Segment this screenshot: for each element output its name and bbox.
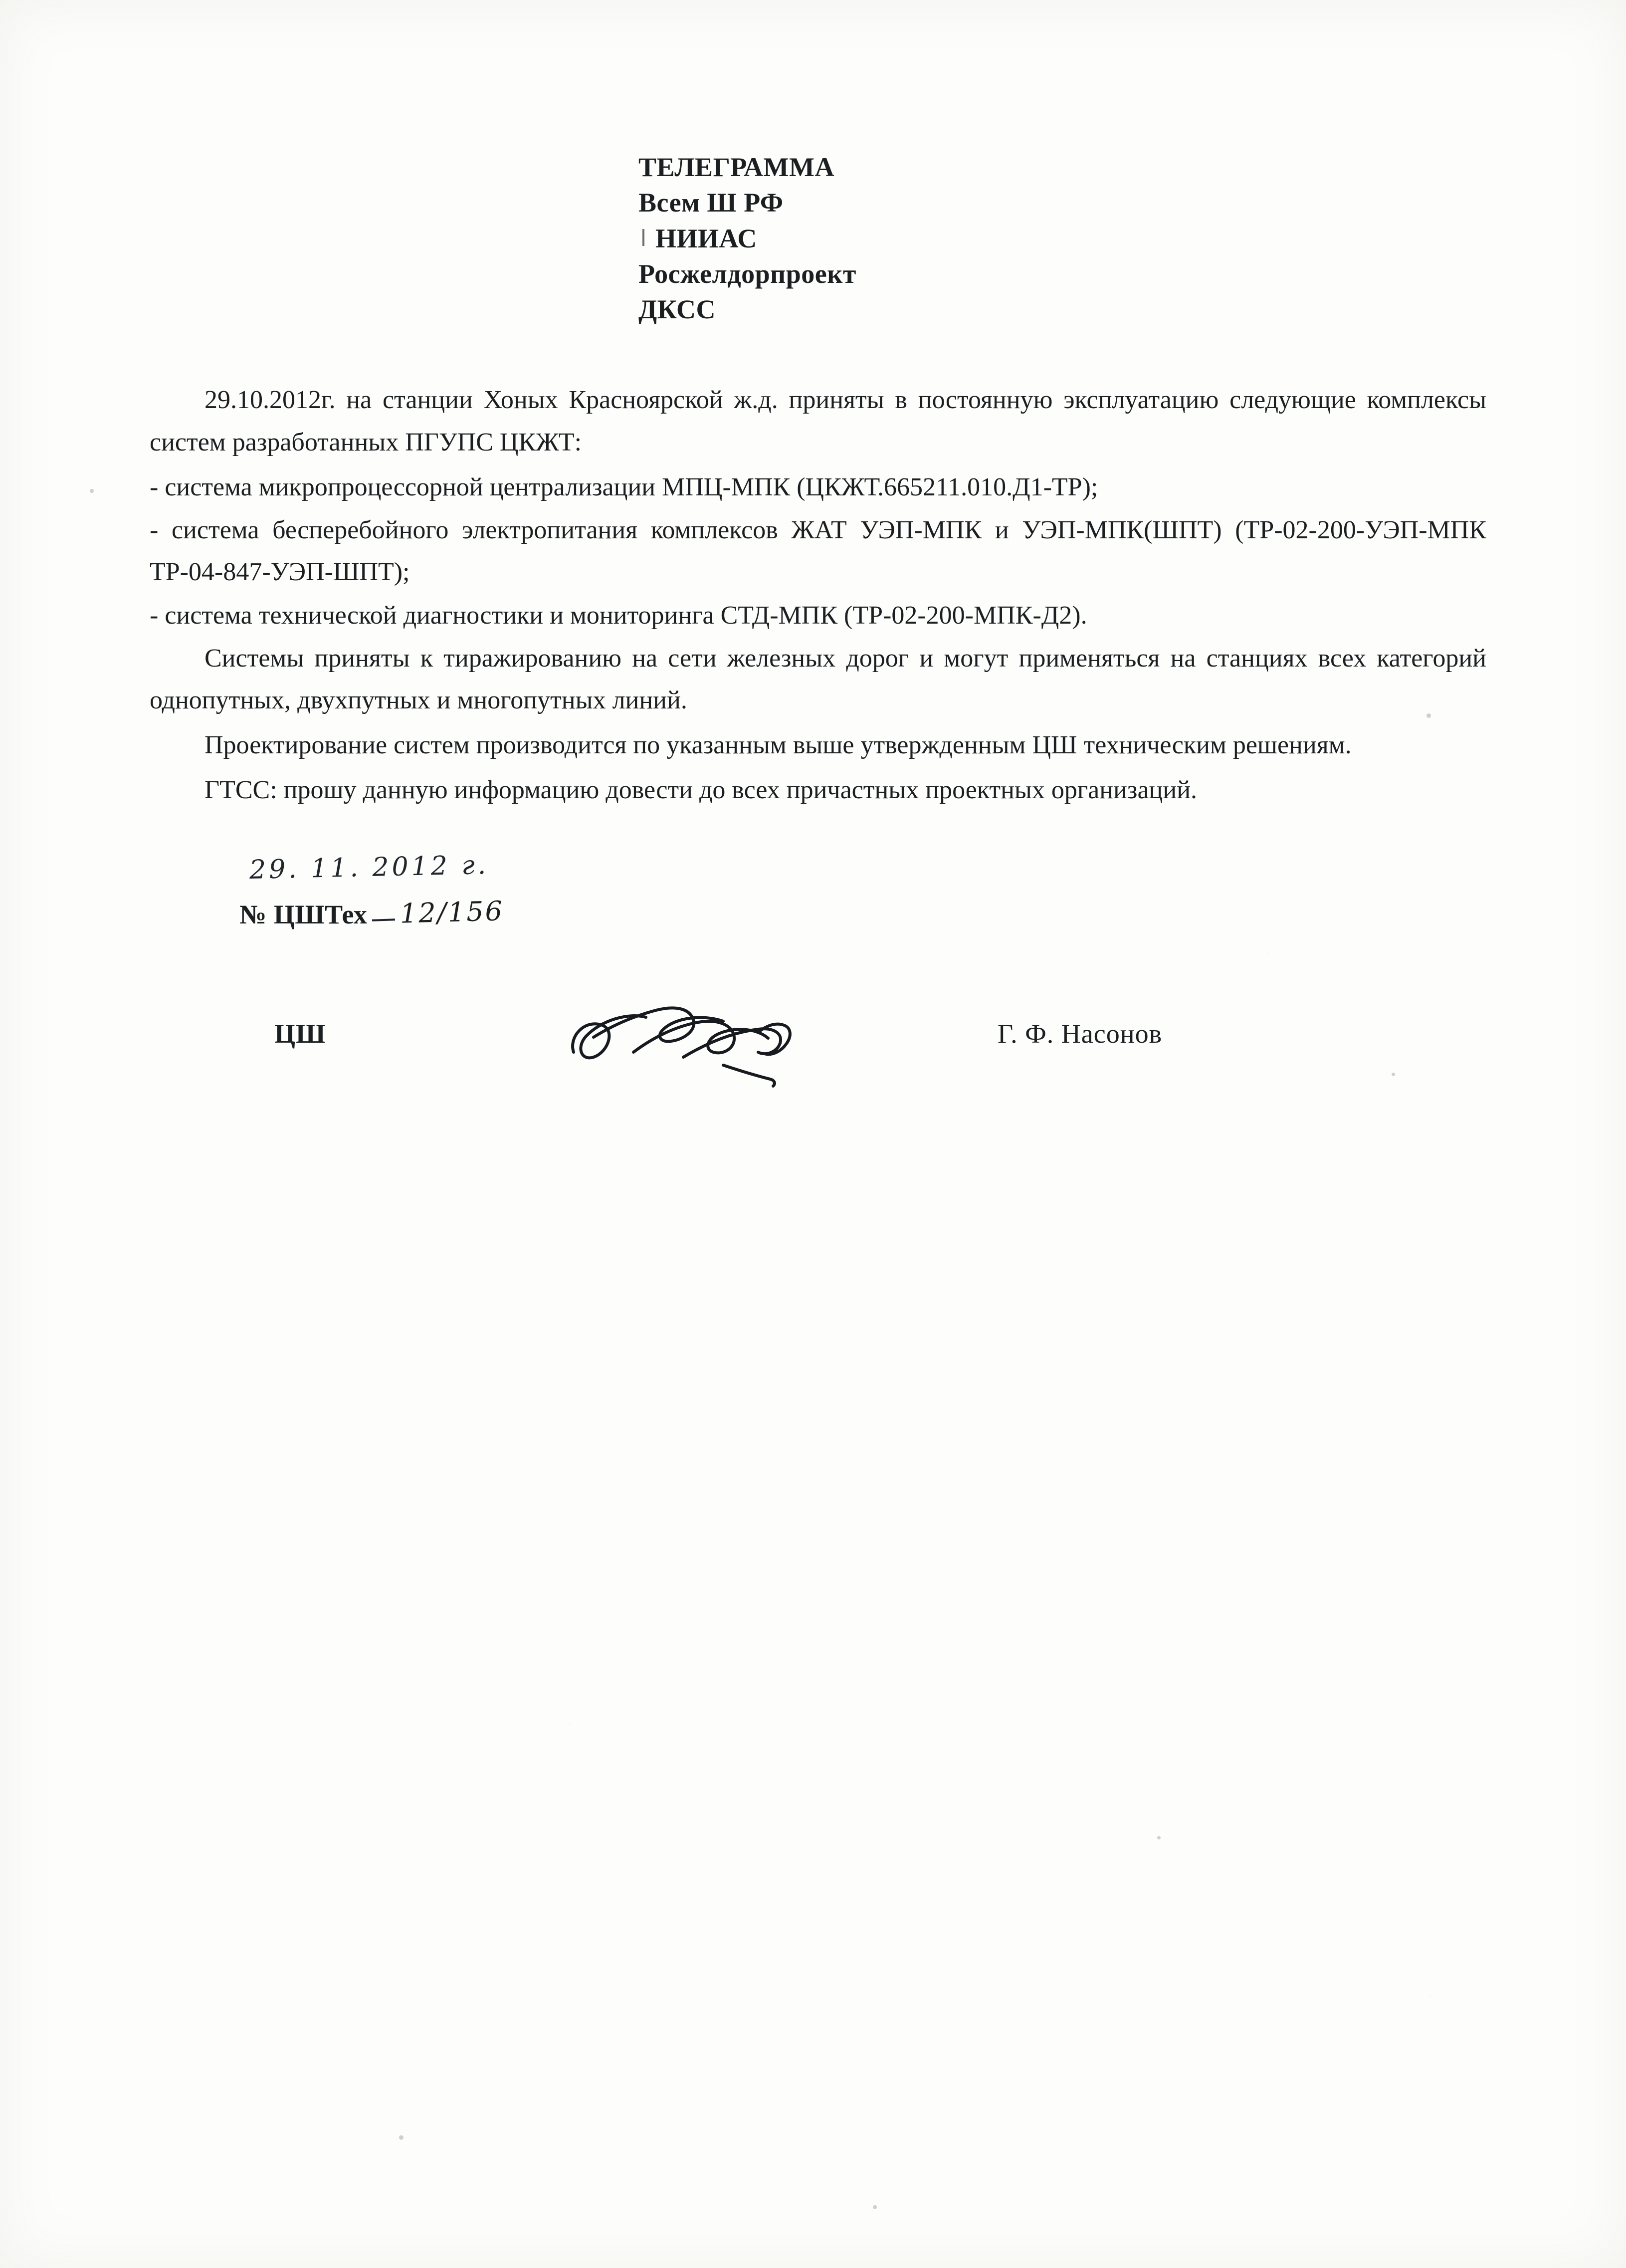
paragraph-replication: Системы приняты к тиражированию на сети железных дорог и могут применяться на станциях всех категорий однопутных, двухпутных и многопутных линий. bbox=[150, 644, 1486, 714]
signatory-name: Г. Ф. Насонов bbox=[998, 1018, 1163, 1049]
paragraph-item-2: - система бесперебойного электропитания комплексов ЖАТ УЭП-МПК и УЭП-МПК(ШПТ) (ТР-02-200-УЭП-МПК ТР-04-847-УЭП-ШПТ); bbox=[150, 516, 1486, 587]
reference-dash bbox=[372, 918, 395, 921]
reference-number: 12/156 bbox=[400, 895, 505, 929]
header-line-title: ТЕЛЕГРАММА bbox=[638, 152, 834, 182]
paragraph-intro: 29.10.2012г. на станции Хоных Красноярской ж.д. приняты в постоянную эксплуатацию следующие комплексы систем разработанных ПГУПС ЦКЖТ: bbox=[150, 386, 1486, 456]
paragraph-gtss: ГТСС: прошу данную информацию довести до всех причастных проектных организаций. bbox=[204, 776, 1198, 805]
paragraph-design: Проектирование систем производится по указанным выше утвержденным ЦШ техническим решениям. bbox=[204, 731, 1352, 760]
document-body bbox=[150, 379, 1486, 811]
signature-row bbox=[150, 997, 1486, 1102]
scan-speck bbox=[90, 489, 94, 493]
handwritten-date: 29. 11. 2012 г. bbox=[249, 850, 489, 885]
signatory-role: ЦШ bbox=[274, 1018, 326, 1049]
paragraph-item-3: - система технической диагностики и мониторинга СТД-МПК (ТР-02-200-МПК-Д2). bbox=[150, 601, 1087, 630]
reference-number-line bbox=[239, 895, 505, 930]
header-line-dkss: ДКСС bbox=[638, 294, 716, 325]
scan-speck bbox=[873, 2205, 877, 2209]
signature-block bbox=[150, 850, 1486, 1122]
handwritten-signature-icon bbox=[559, 977, 818, 1092]
header-line-rzdp: Росжелдорпроект bbox=[638, 258, 856, 289]
header-line-all-sh: Всем Ш РФ bbox=[638, 188, 784, 218]
document-content bbox=[150, 150, 1486, 1122]
header-line-niias: НИИАС bbox=[638, 221, 1486, 256]
scan-speck bbox=[399, 2135, 404, 2140]
telegram-header bbox=[638, 150, 1486, 327]
paragraph-item-1: - система микропроцессорной централизации МПЦ-МПК (ЦКЖТ.665211.010.Д1-ТР); bbox=[150, 472, 1098, 501]
reference-label: № ЦШТех bbox=[239, 899, 368, 929]
scan-speck bbox=[1157, 1836, 1161, 1839]
